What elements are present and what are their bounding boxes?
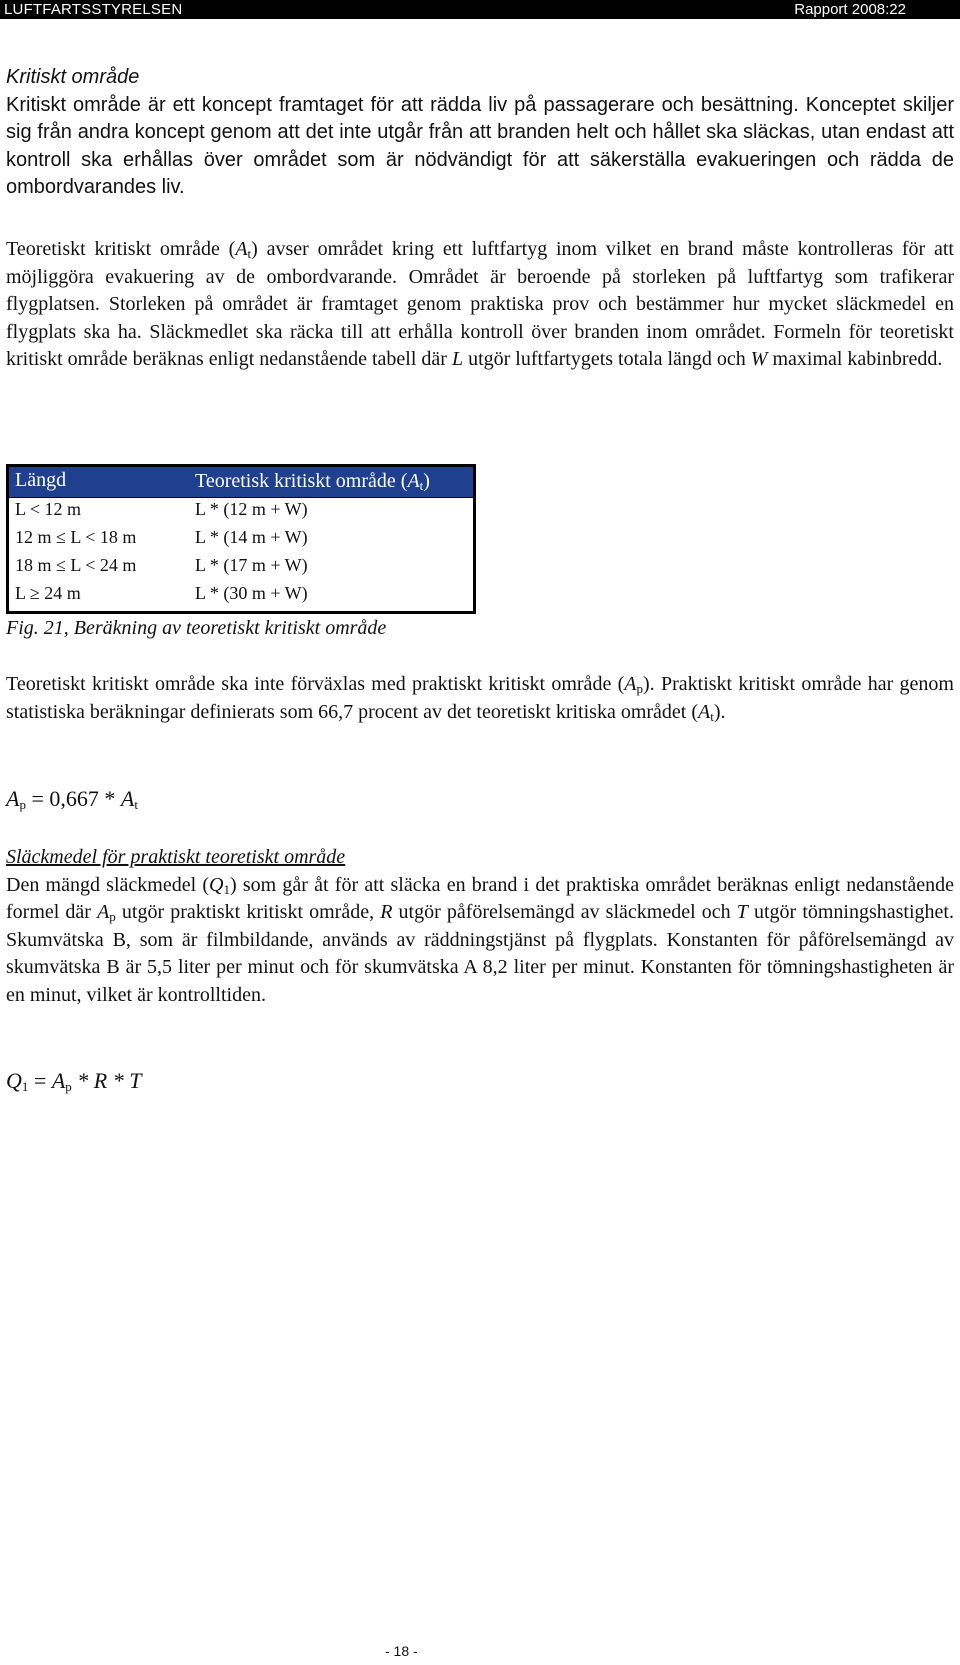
section-kritiskt-omrade (6, 64, 954, 202)
section-praktiskt (6, 671, 954, 726)
section-heading: Kritiskt område (6, 66, 140, 88)
section-body: Den mängd släckmedel $(Q_1)$ som går åt för att släcka en brand i det praktiska området beräknas enligt nedanstående formel där $A_p$ utgör praktiskt kritiskt område, R utgör påförelsemängd av släckmedel och T utgör tömningshastighet. Skumvätska B, som är filmbildande, används av räddningstjänst på flygplats. Konstanten för påförelsemängd av skumvätska B är 5,5 liter per minut och för skumvätska A 8,2 liter per minut. Konstanten för tömningshastigheten är en minut, vilket är kontrolltiden. (6, 873, 954, 1006)
section-body: Teoretiskt kritiskt område ska inte förväxlas med praktiskt kritiskt område $(A_p)$. Praktiskt kritiskt område har genom statistiska beräkningar definierats som 66,7 procent av det teoretiskt kritiska området $(A_t)$. (6, 673, 954, 724)
cell-length: 18 m ≤ L < 24 m (15, 555, 137, 575)
section-heading: Släckmedel för praktiskt teoretiskt område (6, 846, 346, 868)
table-row (9, 498, 473, 527)
cell-length: L ≥ 24 m (15, 583, 81, 603)
section-body: Kritiskt område är ett koncept framtaget för att rädda liv på passagerare och besättning. Konceptet skiljer sig från andra koncept genom att det inte utgår från att branden helt och hållet ska släckas, utan endast att kontroll ska erhållas över området som är nödvändigt för att säkerställa evakueringen och rädda de ombordvarandes liv. (6, 93, 954, 198)
cell-formula: L * (30 m + W) (195, 583, 308, 603)
section-body: Teoretiskt kritiskt område $(A_t)$ avser området kring ett luftfartyg inom vilket en brand måste kontrolleras för att möjliggöra evakuering av de ombordvarande. Området är beroende på storleken på luftfartyg som trafikerar flygplatsen. Storleken på området är framtaget genom praktiska prov och bestämmer hur mycket släckmedel en flygplats ska ha. Släckmedlet ska räcka till att erhålla kontroll över branden inom området. Formeln för teoretiskt kritiskt område beräknas enligt nedanstående tabell där L utgör luftfartygets totala längd och W maximal kabinbredd. (6, 238, 954, 370)
table-header (9, 467, 473, 498)
cell-length: 12 m ≤ L < 18 m (15, 527, 137, 547)
cell-formula: L * (14 m + W) (195, 527, 308, 547)
cell-length: L < 12 m (15, 499, 81, 519)
header-area: Teoretisk kritiskt område $(A_t)$ (195, 470, 430, 493)
header-report-number: Rapport 2008:22 (794, 1, 906, 18)
page-header (0, 0, 960, 19)
formula-ap: $A_p = 0,667 * A_t$ (6, 786, 138, 812)
table-row (9, 526, 473, 555)
cell-formula: L * (12 m + W) (195, 499, 308, 519)
cell-formula: L * (17 m + W) (195, 555, 308, 575)
header-organization: LUFTFARTSSTYRELSEN (4, 1, 183, 18)
section-slackmedel (6, 844, 954, 1009)
formula-q1: $Q_1 = A_p * R * T$ (6, 1068, 142, 1094)
area-table (6, 464, 476, 614)
table-row (9, 554, 473, 583)
figure-caption: Fig. 21, Beräkning av teoretiskt kritiskt område (6, 617, 387, 639)
header-length: Längd (15, 469, 67, 491)
section-teoretiskt (6, 236, 954, 374)
table-row (9, 582, 473, 611)
page-number: - 18 - (385, 1643, 418, 1659)
